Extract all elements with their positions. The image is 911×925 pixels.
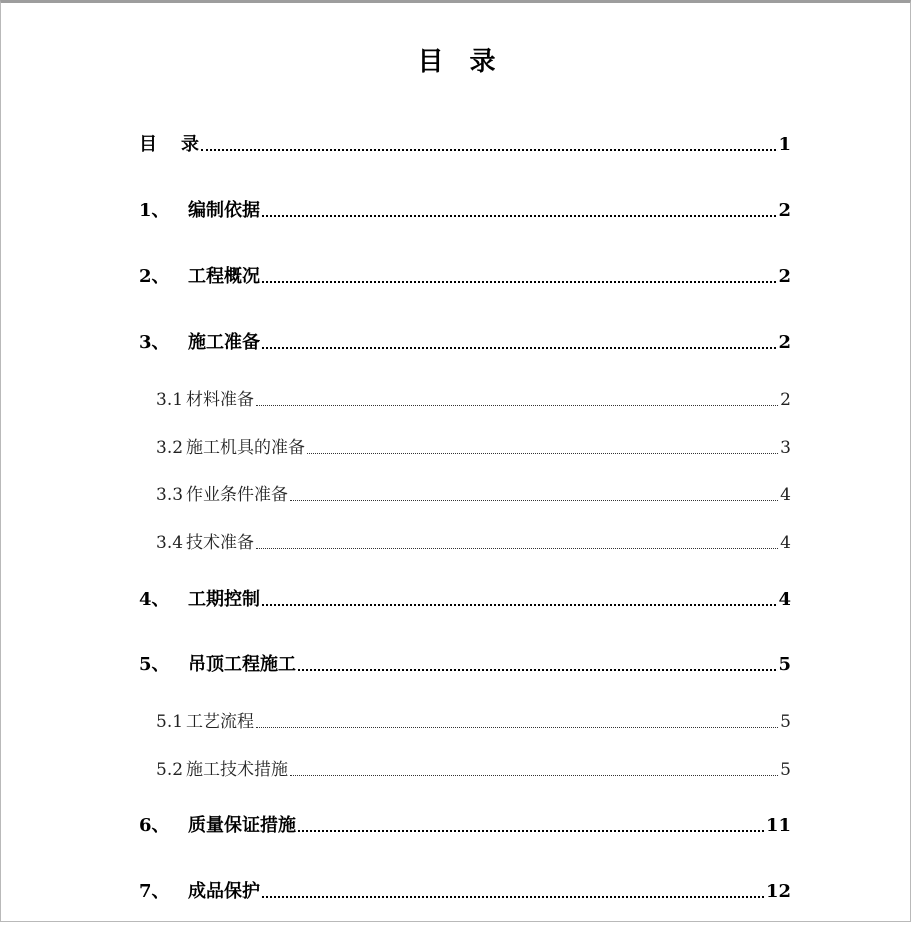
toc-leader-dots bbox=[307, 452, 778, 454]
toc-entry-page: 2 bbox=[778, 266, 791, 287]
toc-leader-dots bbox=[290, 774, 778, 776]
toc-entry-page: 3 bbox=[780, 438, 791, 458]
toc-entry-page: 5 bbox=[780, 760, 791, 780]
toc-leader-dots bbox=[262, 214, 776, 217]
toc-entry[interactable] bbox=[139, 134, 791, 156]
toc-entry-label: 工程概况 bbox=[188, 266, 260, 287]
toc-entry-page: 4 bbox=[778, 589, 791, 610]
toc-entry[interactable] bbox=[139, 200, 791, 222]
title-char-2: 录 bbox=[469, 47, 496, 77]
toc-entry-page: 4 bbox=[780, 485, 791, 505]
toc-entry[interactable] bbox=[156, 389, 791, 411]
toc-leader-dots bbox=[298, 668, 776, 671]
toc-entry-number: 2、 bbox=[139, 266, 170, 287]
toc-entry-page: 2 bbox=[780, 390, 791, 410]
toc-entry-page: 2 bbox=[778, 200, 791, 221]
toc-entry[interactable] bbox=[139, 589, 791, 611]
toc-entry-label: 质量保证措施 bbox=[188, 815, 296, 836]
toc-entry-number: 5.2 bbox=[156, 760, 184, 780]
title-char-1: 目 bbox=[417, 47, 444, 77]
toc-entry-label: 录 bbox=[181, 134, 199, 155]
toc-entry-number: 3.3 bbox=[156, 485, 184, 505]
toc-entry[interactable] bbox=[156, 484, 791, 506]
toc-leader-dots bbox=[262, 895, 764, 898]
toc-entry[interactable] bbox=[156, 711, 791, 733]
toc-entry-number: 4、 bbox=[139, 589, 170, 610]
toc-entry-label: 作业条件准备 bbox=[186, 485, 289, 505]
toc-entry-number: 1、 bbox=[139, 200, 170, 221]
toc-entry-label: 工期控制 bbox=[188, 589, 260, 610]
toc-entry-label: 技术准备 bbox=[186, 533, 255, 553]
toc-entry-page: 5 bbox=[778, 654, 791, 675]
toc-entry-label: 成品保护 bbox=[188, 881, 260, 902]
toc-entry-number: 3.4 bbox=[156, 533, 184, 553]
toc-entry[interactable] bbox=[139, 332, 791, 354]
toc-leader-dots bbox=[262, 603, 776, 606]
toc-leader-dots bbox=[290, 499, 778, 501]
toc-entry-page: 2 bbox=[778, 332, 791, 353]
toc-entry-page: 4 bbox=[780, 533, 791, 553]
toc-entry-label: 编制依据 bbox=[188, 200, 260, 221]
toc-entry-page: 11 bbox=[765, 815, 791, 836]
toc-leader-dots bbox=[262, 280, 776, 283]
toc-entry-number: 5.1 bbox=[156, 712, 184, 732]
toc-entry-label: 吊顶工程施工 bbox=[188, 654, 296, 675]
toc-entry-label: 施工准备 bbox=[188, 332, 260, 353]
toc-leader-dots bbox=[256, 404, 778, 406]
toc-entry[interactable] bbox=[139, 881, 791, 903]
toc-entry-number: 5、 bbox=[139, 654, 170, 675]
toc-entry-number: 目 bbox=[139, 134, 157, 155]
toc-entry-page: 12 bbox=[765, 881, 791, 902]
toc-leader-dots bbox=[262, 346, 776, 349]
toc-entry-number: 7、 bbox=[139, 881, 170, 902]
toc-leader-dots bbox=[256, 726, 778, 728]
toc-leader-dots bbox=[298, 829, 764, 832]
toc-entry-number: 3.1 bbox=[156, 390, 184, 410]
toc-leader-dots bbox=[256, 547, 778, 549]
toc-entry-label: 材料准备 bbox=[186, 390, 255, 410]
toc-entry[interactable] bbox=[156, 437, 791, 459]
toc-entry-label: 施工技术措施 bbox=[186, 760, 289, 780]
toc-entry[interactable] bbox=[139, 266, 791, 288]
table-of-contents bbox=[1, 3, 911, 925]
toc-entry[interactable] bbox=[139, 815, 791, 837]
toc-entry[interactable] bbox=[156, 759, 791, 781]
toc-entry-page: 1 bbox=[778, 134, 791, 155]
toc-entry-page: 5 bbox=[780, 712, 791, 732]
toc-entry-number: 3、 bbox=[139, 332, 170, 353]
toc-entry-number: 6、 bbox=[139, 815, 170, 836]
toc-entry-number: 3.2 bbox=[156, 438, 184, 458]
toc-entry-label: 工艺流程 bbox=[186, 712, 255, 732]
toc-entry[interactable] bbox=[139, 654, 791, 676]
toc-entry[interactable] bbox=[156, 532, 791, 554]
toc-entry-label: 施工机具的准备 bbox=[186, 438, 306, 458]
toc-leader-dots bbox=[201, 148, 776, 151]
